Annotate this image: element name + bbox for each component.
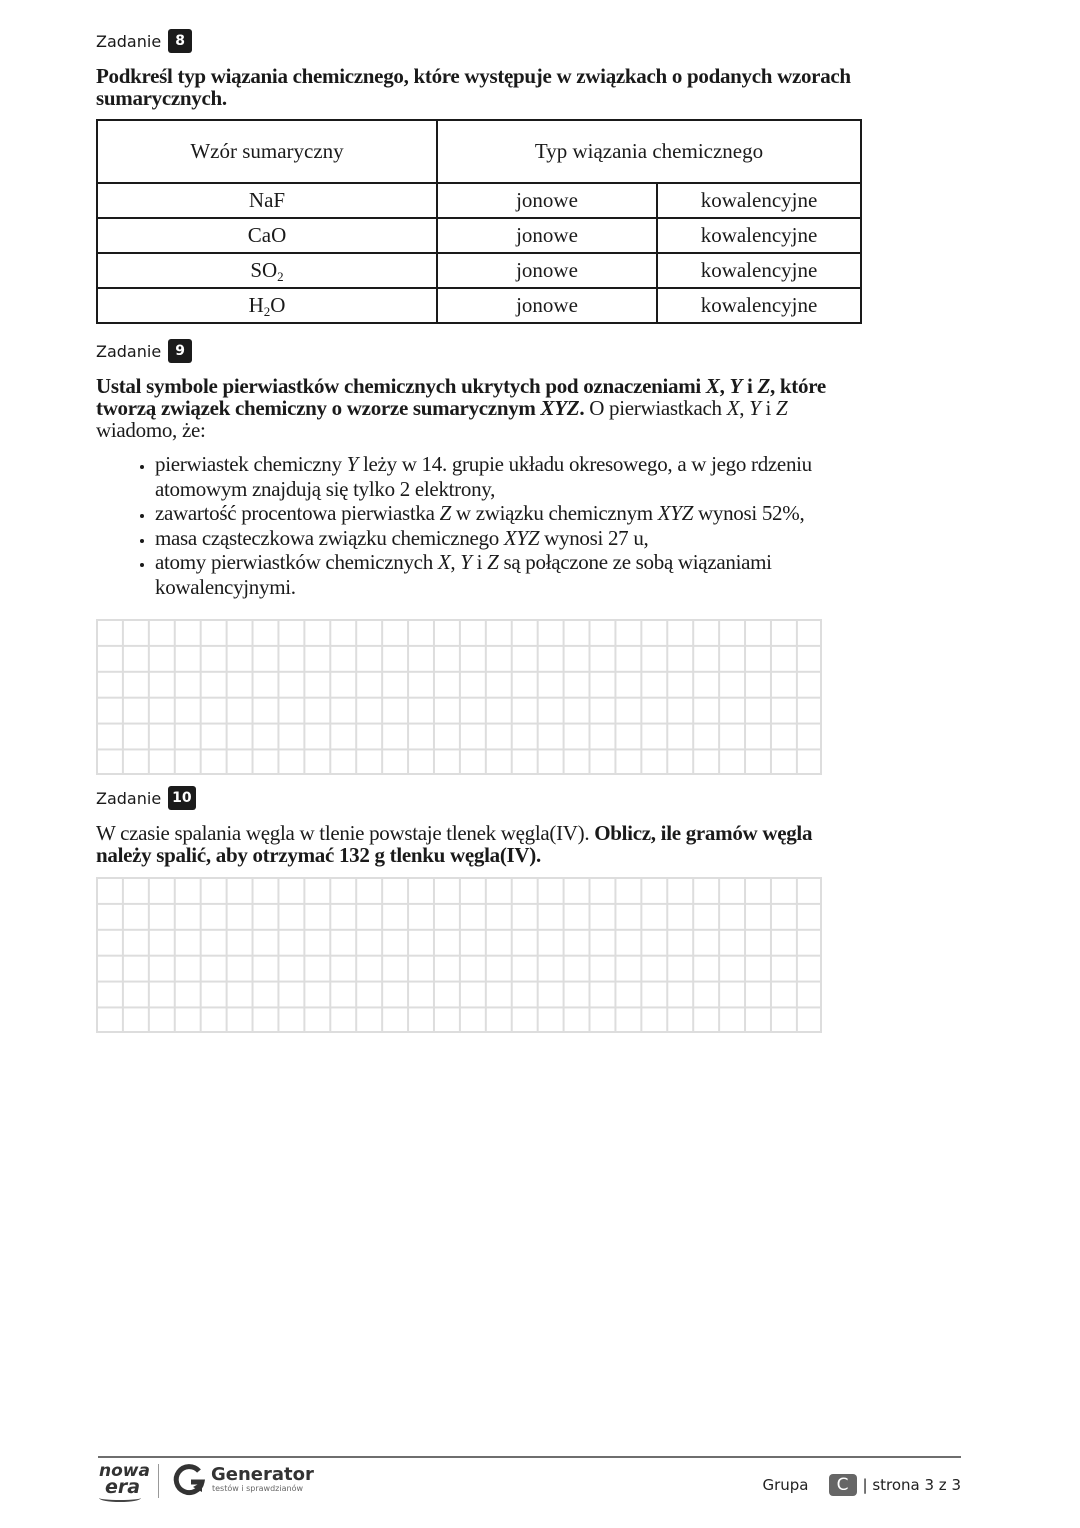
- footer-divider: [98, 1456, 961, 1458]
- list-item: [155, 550, 895, 599]
- formula-cell: CaO: [97, 218, 437, 253]
- fact-var: Y: [460, 550, 472, 574]
- table-row: [97, 253, 861, 288]
- option-ionic[interactable]: jonowe: [437, 253, 657, 288]
- var-y: Y: [729, 374, 743, 398]
- option-covalent[interactable]: kowalencyjne: [657, 183, 861, 218]
- instruction-text: Ustal symbole pierwiastków chemicznych ukrytych pod oznaczeniami: [96, 374, 706, 398]
- formula-cell: [97, 253, 437, 288]
- task-8-instruction: [96, 65, 876, 109]
- nowa-era-logo: [99, 1461, 150, 1498]
- logo-text: era: [105, 1476, 141, 1498]
- sep: ,: [719, 374, 730, 398]
- option-ionic[interactable]: jonowe: [437, 288, 657, 323]
- facts-list: [118, 452, 895, 599]
- var-xyz: XYZ: [540, 396, 580, 420]
- task-label: Zadanie: [96, 341, 162, 361]
- sep: .: [579, 396, 585, 420]
- group-badge: C: [829, 1474, 857, 1496]
- table-row: [97, 218, 861, 253]
- fact-text: są połączone ze sobą wiązaniami kowalencyjnymi.: [155, 550, 772, 599]
- group-label: Grupa: [762, 1476, 809, 1494]
- instruction-bold: Oblicz, ile gramów węgla należy spalić, aby otrzymać 132 g tlenku węgla(IV).: [96, 821, 813, 867]
- generator-logo-icon: [172, 1463, 206, 1497]
- fact-text: wynosi 27 u,: [539, 525, 649, 550]
- logo-text: nowa: [99, 1461, 150, 1481]
- formula-cell: [97, 288, 437, 323]
- fact-text: wynosi 52%,: [693, 501, 805, 525]
- header-formula: Wzór sumaryczny: [97, 120, 437, 183]
- fact-text: pierwiastek chemiczny: [155, 452, 347, 476]
- intro-text: wiadomo, że:: [96, 418, 206, 442]
- table-header-row: [97, 120, 861, 183]
- sep: i: [760, 396, 776, 420]
- var-x: X: [726, 396, 740, 420]
- fact-var: X: [437, 550, 451, 574]
- sep: ,: [739, 396, 750, 420]
- option-covalent[interactable]: kowalencyjne: [657, 253, 861, 288]
- instruction-text: Podkreśl typ wiązania chemicznego, które występuje w związkach o podanych wzorach sumarycznych.: [96, 64, 851, 110]
- var-x: X: [705, 374, 720, 398]
- generator-subtitle: testów i sprawdzianów: [212, 1484, 303, 1493]
- option-ionic[interactable]: jonowe: [437, 218, 657, 253]
- table-row: [97, 288, 861, 323]
- bond-type-table: [96, 119, 862, 324]
- fact-text: w związku chemicznym: [450, 501, 658, 525]
- intro-text: O pierwiastkach: [584, 396, 727, 420]
- fact-var: Z: [487, 550, 499, 574]
- fact-text: zawartość procentowa pierwiastka: [155, 501, 440, 525]
- fact-var: Y: [346, 452, 359, 476]
- task-9-header: [96, 339, 192, 363]
- sep: ,: [450, 550, 461, 574]
- task-label: Zadanie: [96, 788, 162, 808]
- fact-text: masa cząsteczkowa związku chemicznego: [155, 525, 504, 550]
- header-bond-type: Typ wiązania chemicznego: [437, 120, 861, 183]
- formula-pre: H: [248, 293, 264, 317]
- formula-cell: NaF: [97, 183, 437, 218]
- sep: i: [742, 374, 758, 398]
- task-number-badge: 8: [168, 29, 192, 53]
- formula-subscript: 2: [277, 269, 284, 284]
- page-info: [762, 1474, 961, 1496]
- fact-text: atomy pierwiastków chemicznych: [155, 550, 438, 574]
- fact-text: leży w 14. grupie układu okresowego, a w jego rdzeniu atomowym znajdują się tylko 2 elektrony,: [155, 452, 812, 501]
- page-number: | strona 3 z 3: [862, 1476, 961, 1494]
- task-10-header: [96, 786, 196, 810]
- fact-var: Z: [439, 501, 451, 525]
- list-item: [155, 501, 895, 526]
- instruction-text: W czasie spalania węgla w tlenie powstaje tlenek węgla(IV).: [96, 821, 595, 845]
- task-9-instruction: [96, 375, 871, 441]
- task-8-header: [96, 29, 192, 53]
- answer-grid-task-9[interactable]: [96, 619, 822, 775]
- sep: i: [471, 550, 488, 574]
- var-z: Z: [775, 396, 788, 420]
- logo-swoosh-icon: [99, 1494, 141, 1502]
- fact-var: XYZ: [503, 525, 540, 550]
- table-row: [97, 183, 861, 218]
- task-label: Zadanie: [96, 31, 162, 51]
- generator-title: Generator: [211, 1464, 314, 1485]
- logo-divider: [158, 1464, 159, 1498]
- formula-main: SO: [250, 258, 278, 282]
- formula-subscript: 2: [263, 304, 271, 319]
- list-item: [155, 452, 895, 501]
- option-ionic[interactable]: jonowe: [437, 183, 657, 218]
- var-z: Z: [757, 374, 771, 398]
- task-number-badge: 10: [168, 786, 195, 810]
- fact-var: XYZ: [657, 501, 694, 525]
- option-covalent[interactable]: kowalencyjne: [657, 218, 861, 253]
- formula-post: O: [270, 293, 286, 317]
- var-y: Y: [749, 396, 761, 420]
- list-item: [155, 526, 895, 551]
- task-10-instruction: [96, 822, 866, 866]
- option-covalent[interactable]: kowalencyjne: [657, 288, 861, 323]
- instruction-text: , które tworzą związek chemiczny o wzorze sumarycznym: [96, 374, 826, 420]
- task-number-badge: 9: [168, 339, 192, 363]
- answer-grid-task-10[interactable]: [96, 877, 822, 1033]
